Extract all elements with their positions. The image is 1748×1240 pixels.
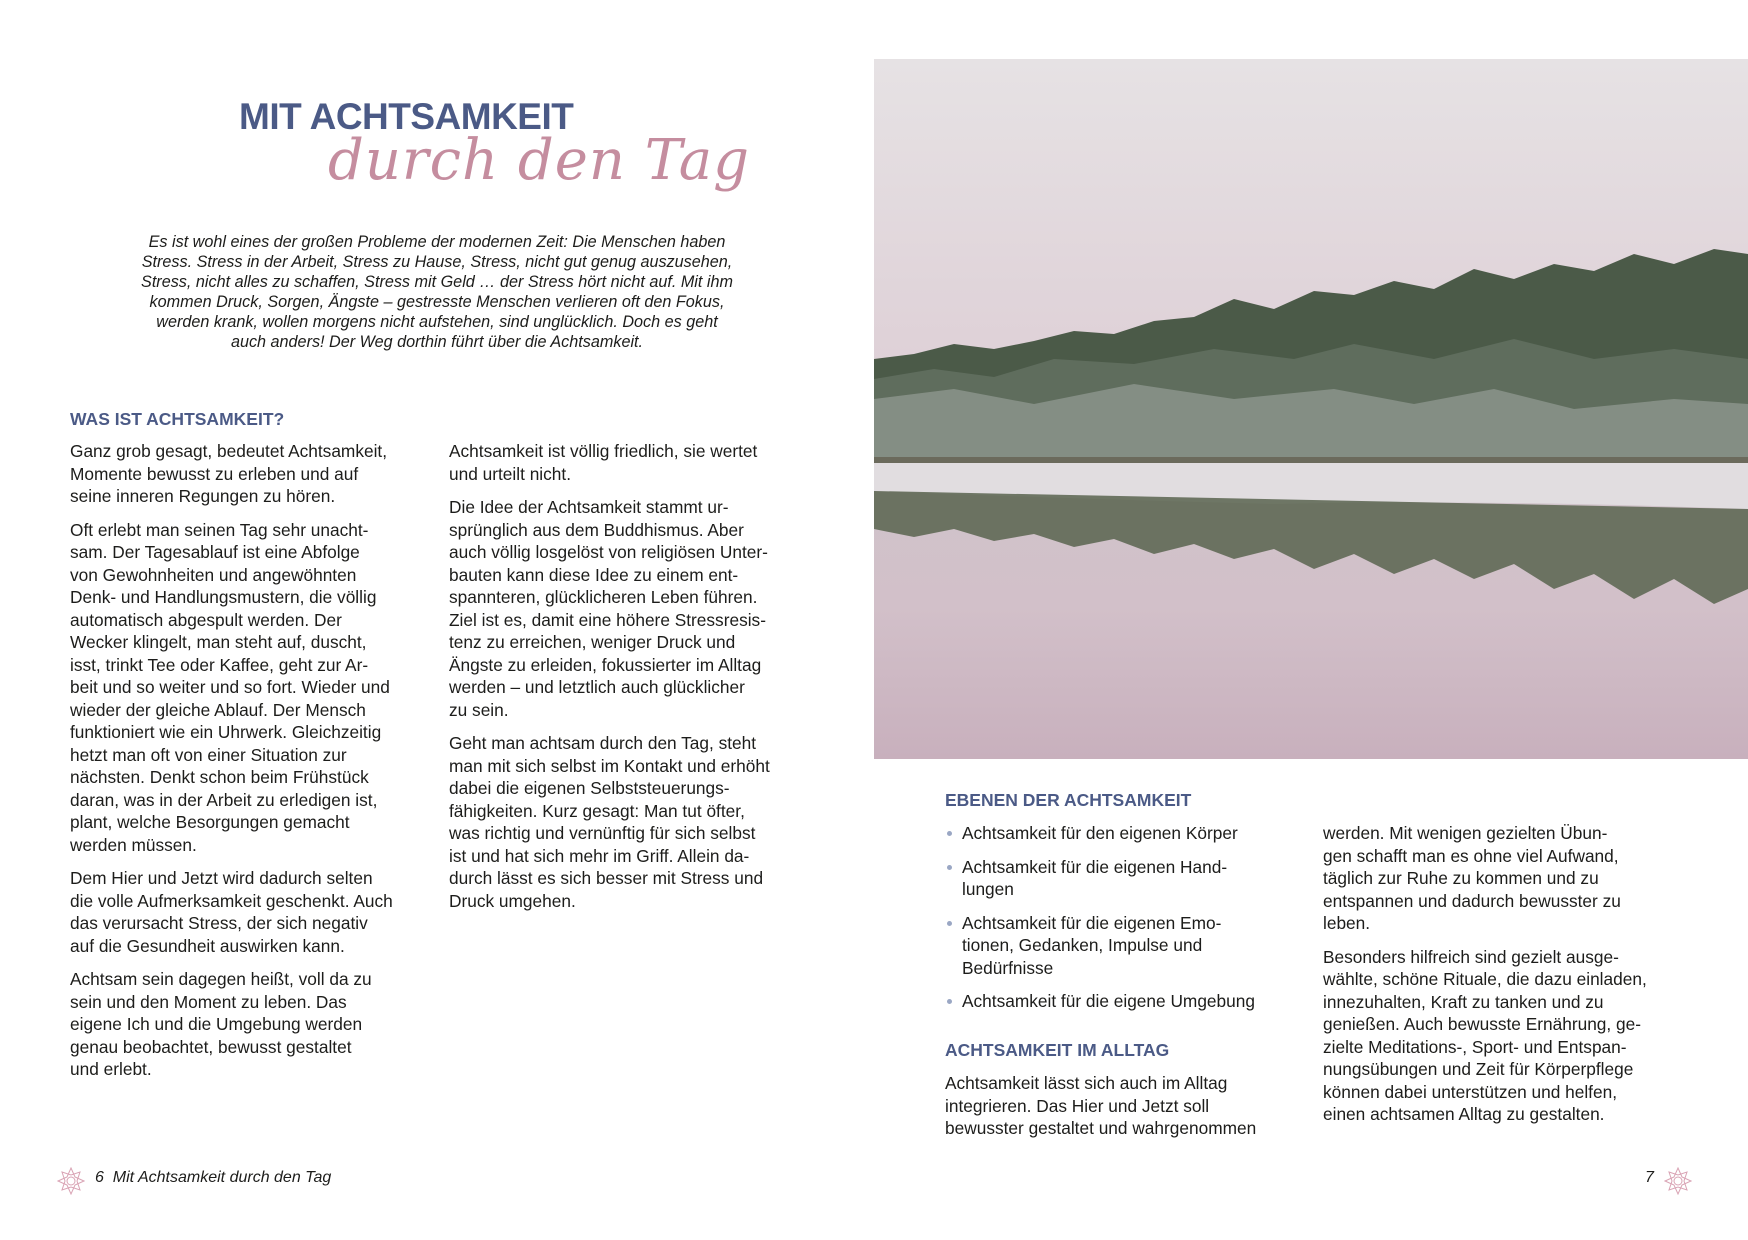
page-number-left: 6 <box>95 1169 104 1186</box>
column-2 <box>449 440 770 923</box>
heading-achtsamkeit-im-alltag: ACHTSAMKEIT IM ALLTAG <box>945 1040 1170 1060</box>
paragraph: werden. Mit wenigen gezielten Übun- gen schafft man es ohne viel Aufwand, täglich zur Ruhe zu kommen und zu entspannen und dadurch bewusster zu leben. <box>1323 823 1621 933</box>
paragraph: Dem Hier und Jetzt wird dadurch selten die volle Aufmerksamkeit geschenkt. Auch das verursacht Stress, der sich negativ auf die Gesundheit auswirken kann. <box>70 868 393 956</box>
list-item: Achtsamkeit für die eigenen Emo- tionen, Gedanken, Impulse und Bedürfnisse <box>945 912 1255 980</box>
list-item: Achtsamkeit für den eigenen Körper <box>945 822 1255 845</box>
heading-was-ist-achtsamkeit: WAS IST ACHTSAMKEIT? <box>70 409 285 429</box>
paragraph: Besonders hilfreich sind gezielt ausge- wählte, schöne Rituale, die dazu einladen, innezuhalten, Kraft zu tanken und zu genießen. Auch bewusste Ernährung, ge- zielte Meditations-, Sport- und Entspan- nungsübungen und Zeit für Körperpflege können dabei unterstützen und helfen, einen achtsamen Alltag zu gestalten. <box>1323 946 1647 1124</box>
page-title: MIT ACHTSAMKEIT <box>239 96 574 137</box>
column-1 <box>70 440 393 1092</box>
footer-left <box>95 1169 331 1187</box>
paragraph: Achtsam sein dagegen heißt, voll da zu sein und den Moment zu leben. Das eigene Ich und die Umgebung werden genau beobachtet, bewusst gestaltet und erlebt. <box>70 969 372 1079</box>
intro-paragraph: Es ist wohl eines der großen Probleme der modernen Zeit: Die Menschen haben Stress. Stress in der Arbeit, Stress zu Hause, Stress, nicht gut genug auszusehen, Stress, nicht alles zu schaffen, Stress mit Geld … der Stress hört nicht auf. Mit ihm kommen Druck, Sorgen, Ängste – gestresste Menschen verlieren oft den Fokus, werden krank, wollen morgens nicht aufstehen, sind unglücklich. Doch es geht auch anders! Der Weg dorthin führt über die Achtsamkeit. <box>141 233 733 351</box>
page-number-right: 7 <box>1645 1169 1654 1186</box>
alltag-column-2 <box>1323 822 1647 1137</box>
lake-forest-photo <box>874 59 1748 759</box>
flower-ornament-icon <box>1664 1167 1692 1200</box>
flower-ornament-icon <box>57 1167 85 1200</box>
paragraph: Ganz grob gesagt, bedeutet Achtsamkeit, Momente bewusst zu erleben und auf seine inneren Regungen zu hören. <box>70 441 388 506</box>
list-item: Achtsamkeit für die eigenen Hand- lungen <box>945 856 1255 901</box>
paragraph: Achtsamkeit ist völlig friedlich, sie wertet und urteilt nicht. <box>449 441 758 484</box>
heading-ebenen-der-achtsamkeit: EBENEN DER ACHTSAMKEIT <box>945 790 1192 810</box>
paragraph: Oft erlebt man seinen Tag sehr unacht- sam. Der Tagesablauf ist eine Abfolge von Gewohnheiten und angewöhnten Denk- und Handlungsmustern, die völlig automatisch abgespult werden. Der Wecker klingelt, man steht auf, duscht, isst, trinkt Tee oder Kaffee, geht zur Ar- beit und so weiter und so fort. Wieder und wieder der gleiche Ablauf. Der Mensch funktioniert wie ein Uhrwerk. Gleichzeitig hetzt man oft von einer Situation zur nächsten. Denkt schon beim Frühstück daran, was in der Arbeit zu erledigen ist, plant, welche Besorgungen gemacht werden müssen. <box>70 519 390 855</box>
paragraph: Achtsamkeit lässt sich auch im Alltag integrieren. Das Hier und Jetzt soll bewusster gestaltet und wahrgenommen <box>945 1073 1257 1138</box>
alltag-column-1 <box>945 1072 1256 1151</box>
paragraph: Die Idee der Achtsamkeit stammt ur- sprünglich aus dem Buddhismus. Aber auch völlig losgelöst von religiösen Unter- bauten kann diese Idee zu einem ent- spannteren, glücklicheren Leben führen. Ziel ist es, damit eine höhere Stressresis- tenz zu erreichen, weniger Druck und Ängste zu erleiden, fokussierter im Alltag werden – und letztlich auch glücklicher zu sein. <box>449 497 768 720</box>
levels-list <box>945 822 1255 1024</box>
paragraph: Geht man achtsam durch den Tag, steht man mit sich selbst im Kontakt und erhöht dabei die eigenen Selbststeuerungs- fähigkeiten. Kurz gesagt: Man tut öfter, was richtig und vernünftig für sich selbst ist und hat sich mehr im Griff. Allein da- durch lässt es sich besser mit Stress und Druck umgehen. <box>449 733 770 911</box>
page-subtitle-script: durch den Tag <box>328 128 751 193</box>
list-item: Achtsamkeit für die eigene Umgebung <box>945 990 1255 1013</box>
running-title: Mit Achtsamkeit durch den Tag <box>112 1169 332 1186</box>
